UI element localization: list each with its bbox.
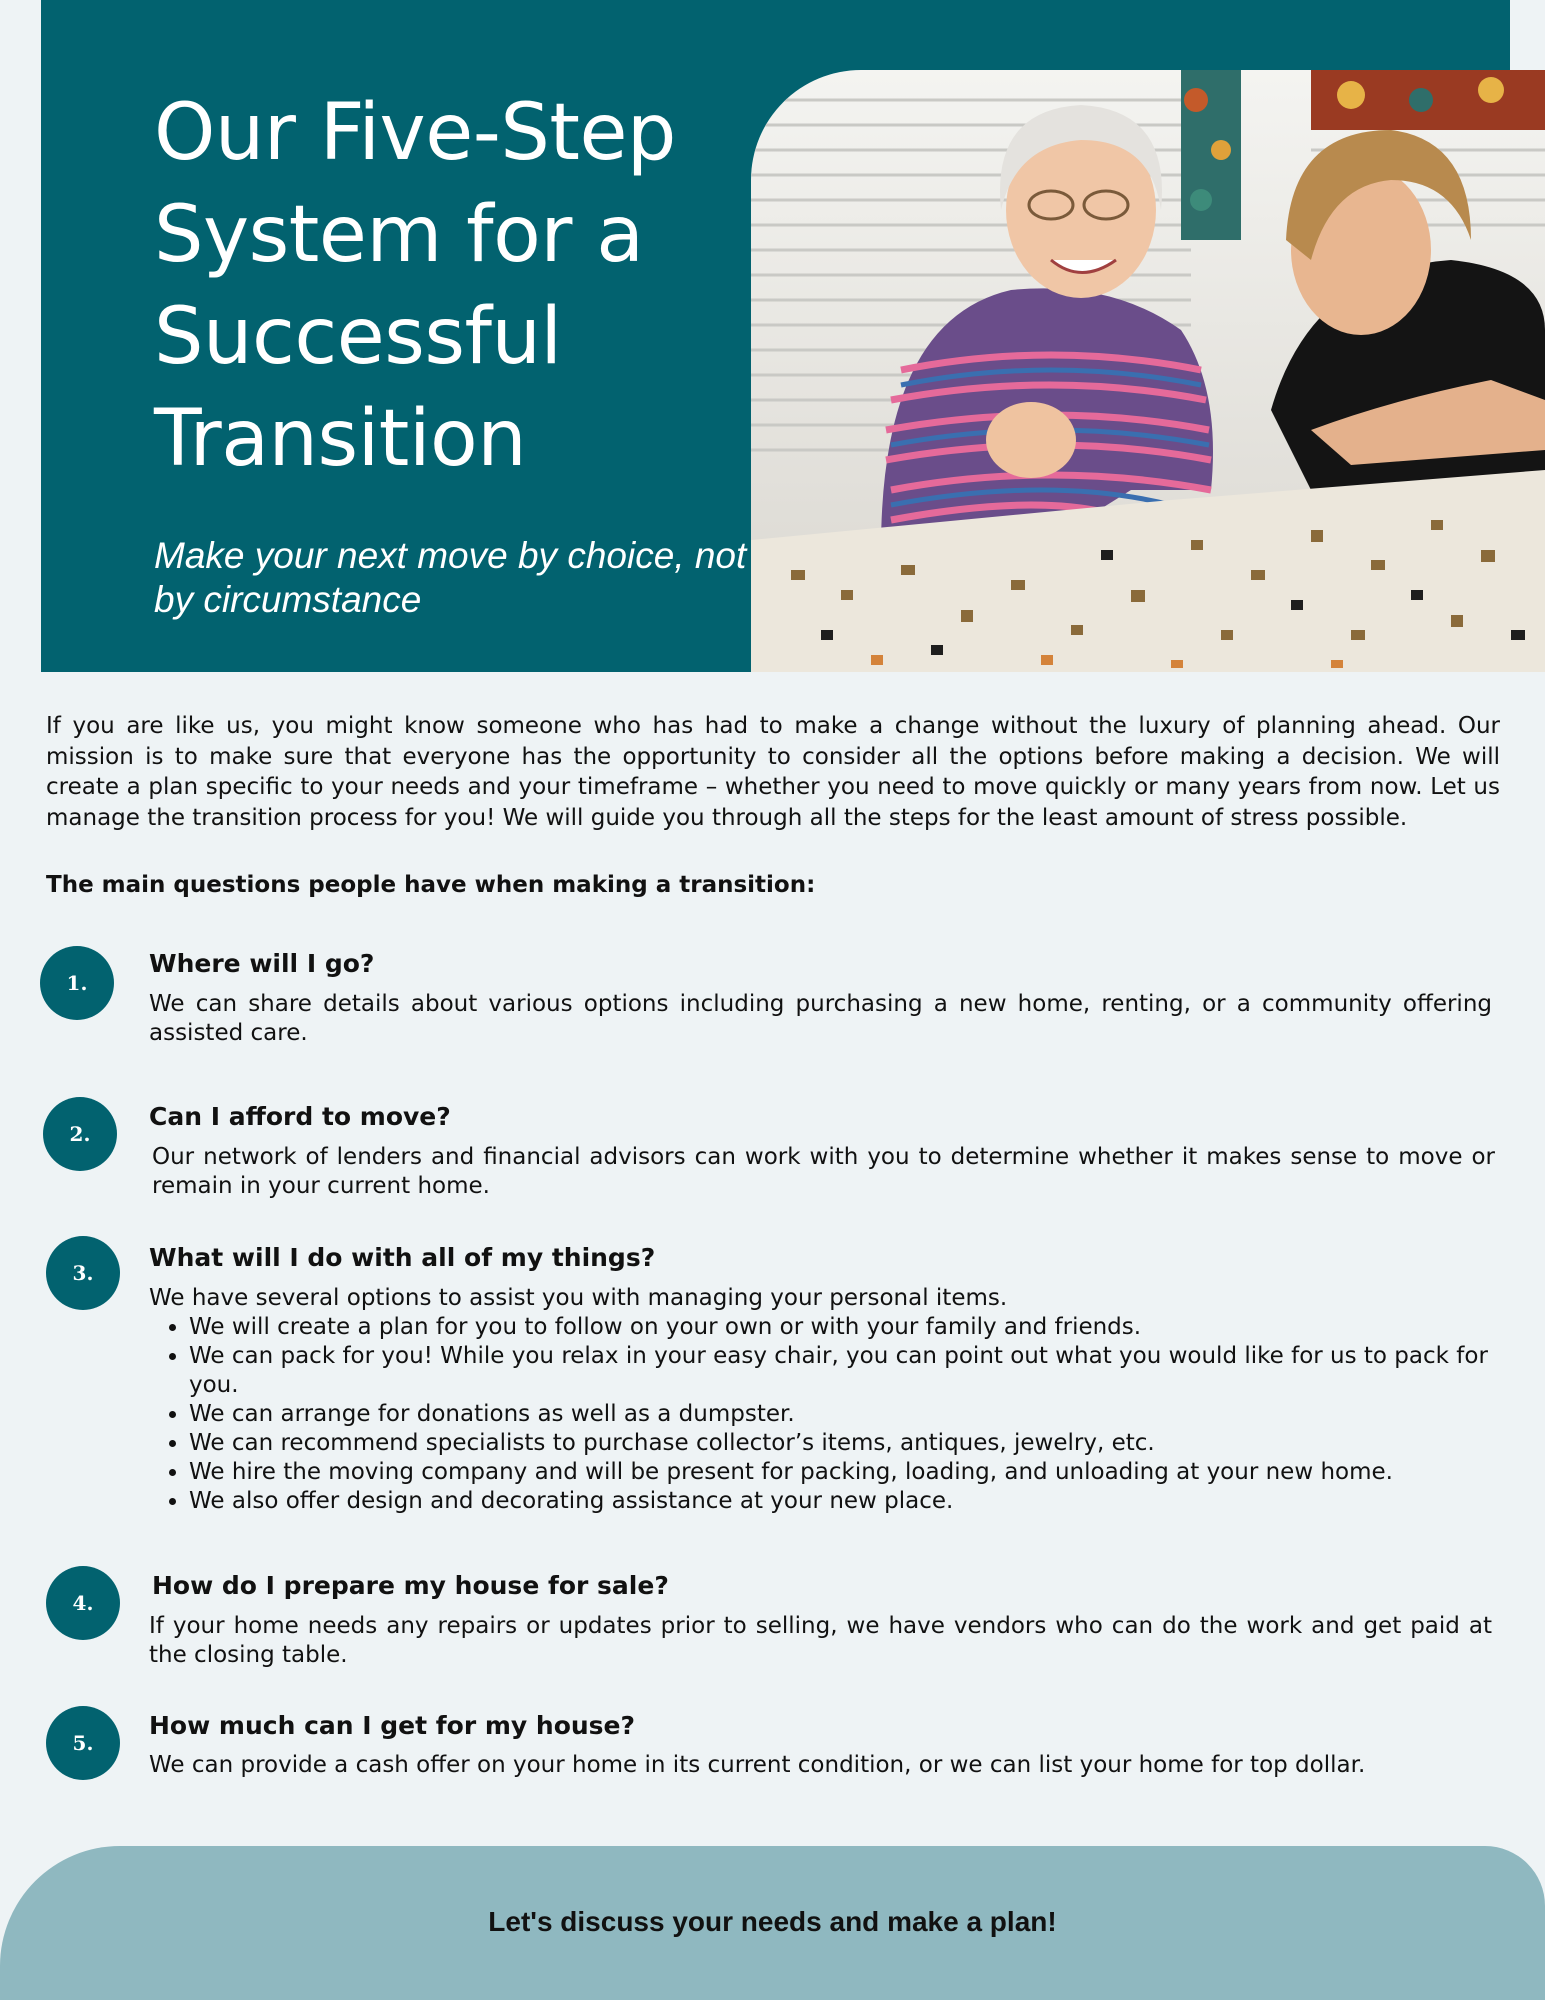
step-number-badge: 1. bbox=[40, 946, 114, 1020]
list-item: • We can arrange for donations as well as a dumpster. bbox=[189, 1400, 1492, 1429]
step-number-badge: 5. bbox=[46, 1706, 120, 1780]
intro-paragraph: If you are like us, you might know someone who has had to make a change without the luxury of planning ahead. Our mission is to make sure that everyone has the opportunity to consider all the options before making a decision. We will create a plan specific to your needs and your timeframe – whether you need to move quickly or many years from now. Let us manage the transition process for you! We will guide you through all the steps for the least amount of stress possible. bbox=[46, 713, 1500, 831]
footer-cta-band bbox=[0, 1846, 1545, 2000]
photo-older-woman-and-younger-woman-doing-puzzle bbox=[751, 70, 1545, 672]
step-body: If your home needs any repairs or updates prior to selling, we have vendors who can do the work and get paid at the closing table. bbox=[149, 1613, 1492, 1668]
step-body: We can share details about various options including purchasing a new home, renting, or a community offering assisted care. bbox=[149, 991, 1492, 1046]
list-item: • We will create a plan for you to follow on your own or with your family and friends. bbox=[189, 1313, 1492, 1342]
step-body-text: We have several options to assist you with managing your personal items. bbox=[149, 1285, 1008, 1311]
step-title: How do I prepare my house for sale? bbox=[152, 1571, 669, 1600]
list-item: • We can pack for you! While you relax in your easy chair, you can point out what you would like for us to pack for you. bbox=[189, 1342, 1492, 1400]
step-body: We can provide a cash offer on your home in its current condition, or we can list your home for top dollar. bbox=[149, 1752, 1366, 1778]
list-item: • We also offer design and decorating assistance at your new place. bbox=[189, 1487, 1492, 1516]
step-title: Can I afford to move? bbox=[149, 1102, 451, 1131]
bullet-list bbox=[149, 1313, 1492, 1516]
step-body bbox=[149, 1284, 1492, 1516]
step-title: Where will I go? bbox=[149, 949, 375, 978]
page-title: Our Five-Step System for a Successful Transition bbox=[154, 88, 676, 484]
step-title: How much can I get for my house? bbox=[149, 1711, 636, 1740]
hero-photo bbox=[751, 70, 1545, 672]
list-item: • We can recommend specialists to purchase collector’s items, antiques, jewelry, etc. bbox=[189, 1429, 1492, 1458]
step-number-badge: 4. bbox=[46, 1566, 120, 1640]
step-title: What will I do with all of my things? bbox=[149, 1243, 656, 1272]
step-number-badge: 2. bbox=[43, 1097, 117, 1171]
footer-cta: Let's discuss your needs and make a plan! bbox=[488, 1906, 1057, 1937]
page-subtitle: Make your next move by choice, not by circumstance bbox=[154, 535, 747, 620]
questions-heading: The main questions people have when making a transition: bbox=[46, 872, 816, 898]
step-number-badge: 3. bbox=[46, 1236, 120, 1310]
list-item: • We hire the moving company and will be present for packing, loading, and unloading at your new home. bbox=[189, 1458, 1492, 1487]
step-body: Our network of lenders and financial advisors can work with you to determine whether it makes sense to move or remain in your current home. bbox=[152, 1144, 1495, 1199]
